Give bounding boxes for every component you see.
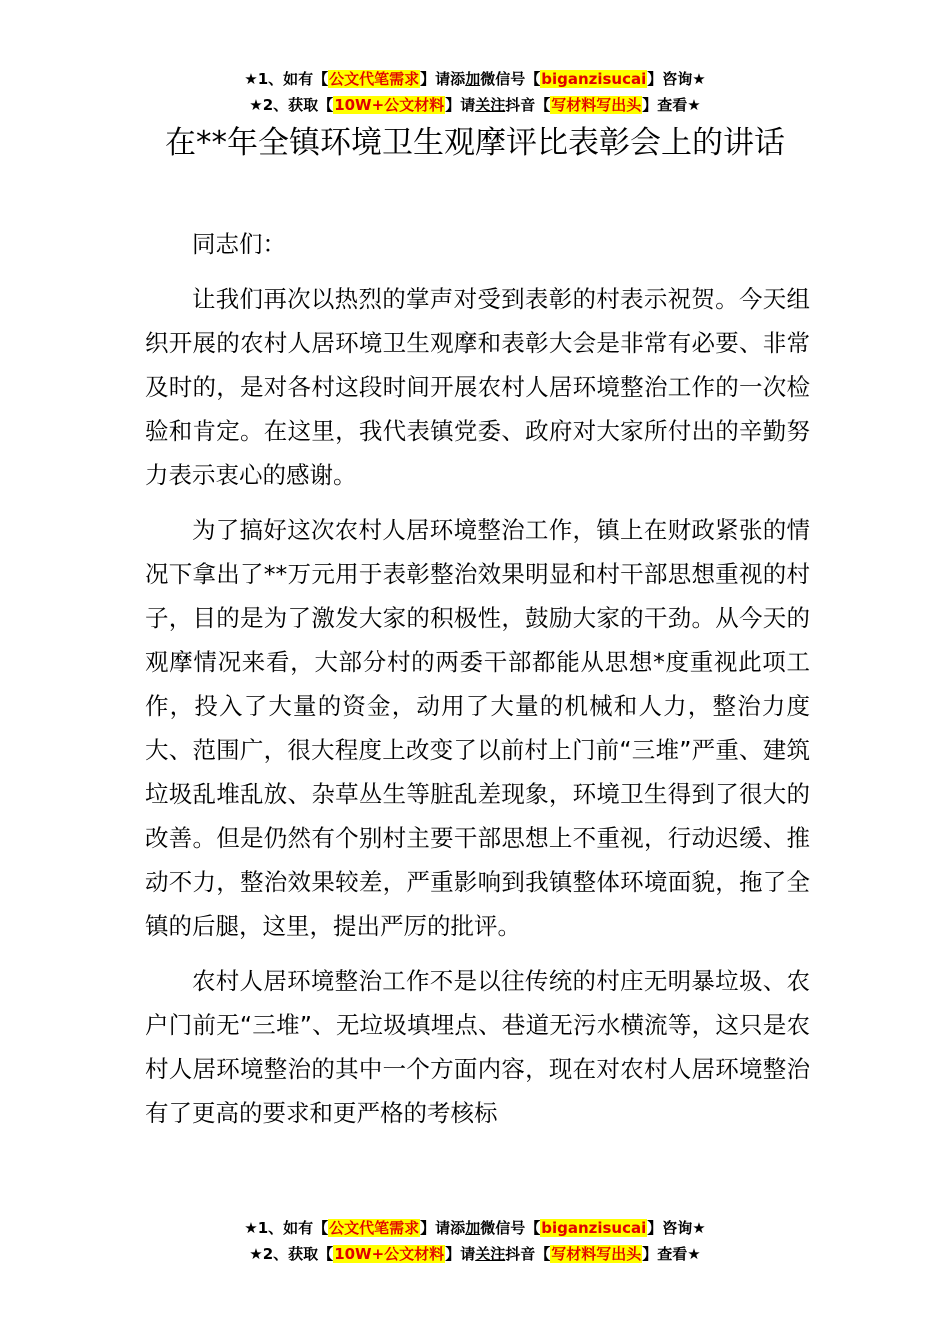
promo-text: 】咨询★ [647, 1219, 706, 1237]
promo-text: 】查看★ [642, 1245, 701, 1263]
paragraph-2: 为了搞好这次农村人居环境整治工作，镇上在财政紧张的情况下拿出了**万元用于表彰整治效果明显和村干部思想重视的村子，目的是为了激发大家的积极性，鼓励大家的干劲。从今天的观摩情况来看，大部分村的两委干部都能从思想*度重视此项工作，投入了大量的资金，动用了大量的机械和人力，整治力度大、范围广，很大程度上改变了以前村上门前“三堆”严重、建筑垃圾乱堆乱放、杂草丛生等脏乱差现象，环境卫生得到了很大的改善。但是仍然有个别村主要干部思想上不重视，行动迟缓、推动不力，整治效果较差，严重影响到我镇整体环境面貌，拖了全镇的后腿，这里，提出严厉的批评。 [145, 516, 810, 940]
promo-text: 】请添 [420, 1219, 466, 1237]
document-body [145, 222, 810, 1146]
promo-text: 微信号【 [480, 70, 541, 88]
document-title: 在**年全镇环境卫生观摩评比表彰会上的讲话 [165, 125, 785, 161]
promo-text: ★2、获取【 [249, 1245, 334, 1263]
promo-text: 】咨询★ [647, 70, 706, 88]
promo-highlight: biganzisucai [541, 1219, 647, 1237]
promo-text: ★1、如有【 [244, 70, 329, 88]
salutation: 同志们： [192, 230, 286, 258]
promo-text: 抖音【 [505, 96, 551, 114]
promo-highlight: 10W+公文材料 [334, 1245, 445, 1263]
promo-highlight: 写材料写出头 [551, 1245, 642, 1263]
promo-line-1 [0, 66, 950, 92]
promo-line-2 [0, 92, 950, 118]
promo-banner-bottom [0, 1215, 950, 1267]
promo-text: 】请 [445, 96, 476, 114]
promo-highlight: 公文代笔需求 [329, 1219, 420, 1237]
promo-text: ★2、获取【 [249, 96, 334, 114]
promo-text: 】请添 [420, 70, 466, 88]
promo-highlight: 10W+公文材料 [334, 96, 445, 114]
promo-highlight: 写材料写出头 [551, 96, 642, 114]
promo-line-2 [0, 1241, 950, 1267]
promo-underline: 关注 [475, 96, 506, 114]
promo-highlight: 公文代笔需求 [329, 70, 420, 88]
promo-text: 】请 [445, 1245, 476, 1263]
paragraph-1: 让我们再次以热烈的掌声对受到表彰的村表示祝贺。今天组织开展的农村人居环境卫生观摩和表彰大会是非常有必要、非常及时的，是对各村这段时间开展农村人居环境整治工作的一次检验和肯定。在这里，我代表镇党委、政府对大家所付出的辛勤努力表示衷心的感谢。 [145, 285, 810, 489]
promo-highlight: biganzisucai [541, 70, 647, 88]
promo-line-1 [0, 1215, 950, 1241]
promo-text: 抖音【 [505, 1245, 551, 1263]
promo-underline: 关注 [475, 1245, 506, 1263]
promo-text: ★1、如有【 [244, 1219, 329, 1237]
promo-text: 微信号【 [480, 1219, 541, 1237]
promo-banner-top [0, 66, 950, 118]
promo-text: 】查看★ [642, 96, 701, 114]
promo-underline: 加 [465, 1219, 481, 1237]
promo-underline: 加 [465, 70, 481, 88]
paragraph-3: 农村人居环境整治工作不是以往传统的村庄无明暴垃圾、农户门前无“三堆”、无垃圾填埋点、巷道无污水横流等，这只是农村人居环境整治的其中一个方面内容，现在对农村人居环境整治有了更高的要求和更严格的考核标 [145, 967, 810, 1127]
